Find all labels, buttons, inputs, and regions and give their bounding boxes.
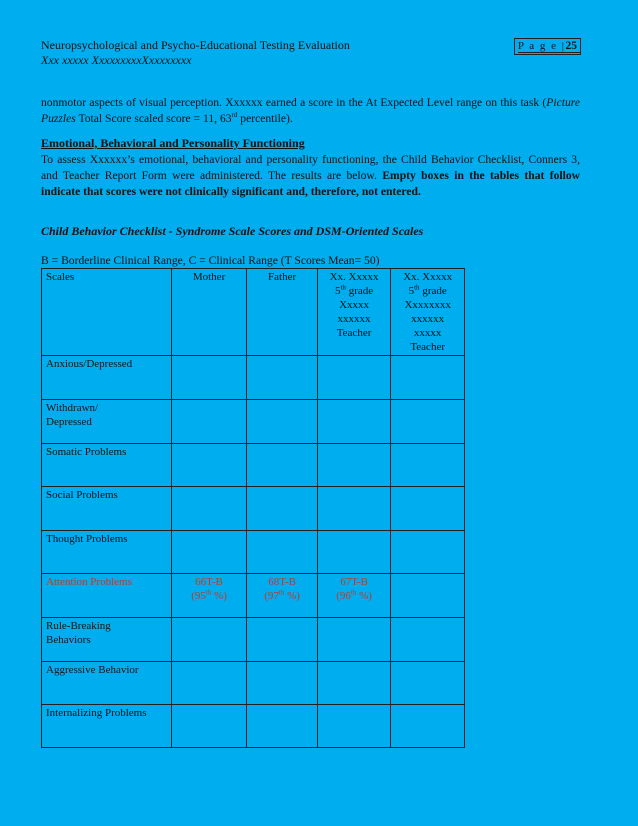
cell (247, 618, 317, 662)
t2-line2 (395, 284, 460, 298)
scale-anxious-depressed: Anxious/Depressed (42, 356, 172, 400)
mother-pct-num: (95 (191, 590, 206, 602)
t2-line1: Xx. Xxxxx (403, 271, 453, 283)
cell (171, 400, 247, 444)
intro-text-b: Total Score scaled score = 11, 63 (75, 112, 232, 125)
table-row (42, 400, 465, 444)
table-row (42, 705, 465, 748)
cell (391, 444, 465, 487)
scale-thought-problems: Thought Problems (42, 531, 172, 574)
t2-line5: xxxxx (413, 327, 442, 339)
mother-pct-end: %) (211, 590, 227, 602)
table-title: Child Behavior Checklist - Syndrome Scale Scores and DSM-Oriented Scales (41, 224, 424, 238)
header-mother: Mother (171, 269, 247, 356)
cell (247, 444, 317, 487)
father-pct-num: (97 (264, 590, 279, 602)
table-row (42, 574, 465, 618)
t2-grade-num: 5 (408, 285, 415, 297)
cell (317, 400, 391, 444)
cell (247, 662, 317, 705)
cell (317, 618, 391, 662)
header-teacher-1 (317, 269, 391, 356)
cell (391, 574, 465, 618)
header-scales: Scales (42, 269, 172, 356)
scale-social-problems: Social Problems (42, 487, 172, 531)
table-row (42, 531, 465, 574)
teacher1-pct-num: (96 (336, 590, 351, 602)
scale-withdrawn-depressed (42, 400, 172, 444)
t1-line4: xxxxxx (337, 313, 371, 325)
teacher1-pct-sup: th (350, 588, 357, 597)
t2-grade-sup: th (414, 283, 420, 292)
report-subtitle: Xxx xxxxx XxxxxxxxxXxxxxxxxx (41, 53, 192, 67)
section-bold-note: Empty boxes in the tables that follow indicate that scores were not clinically significant and, therefore, not entered. (41, 169, 580, 198)
cell (171, 487, 247, 531)
page-number: 25 (565, 40, 577, 52)
intro-paragraph (41, 95, 580, 127)
scale-line1: Withdrawn/ (46, 402, 99, 414)
teacher1-pct-end: %) (356, 590, 372, 602)
table-row (42, 356, 465, 400)
t1-grade-sup: th (340, 283, 346, 292)
cell (391, 531, 465, 574)
cell (247, 487, 317, 531)
scale-line1: Rule-Breaking (46, 620, 111, 632)
father-percentile (251, 589, 312, 603)
mother-score: 66T-B (195, 576, 223, 588)
page-separator: | (561, 40, 566, 52)
cell (171, 444, 247, 487)
table-row (42, 662, 465, 705)
t1-line5: Teacher (336, 327, 372, 339)
scale-line2: Behaviors (46, 634, 91, 646)
intro-test-name: Picture Puzzles (41, 96, 580, 125)
scale-aggressive-behavior: Aggressive Behavior (42, 662, 172, 705)
cell (317, 662, 391, 705)
cell (171, 705, 247, 748)
father-pct-end: %) (284, 590, 300, 602)
scale-line2: Depressed (46, 416, 92, 428)
father-score: 68T-B (268, 576, 296, 588)
intro-text-a: nonmotor aspects of visual perception. Xxxxxx earned a score in the At Expected Level range on this task ( (41, 96, 547, 109)
cell (171, 531, 247, 574)
section-title: Emotional, Behavioral and Personality Functioning (41, 136, 305, 150)
teacher1-score: 67T-B (340, 576, 368, 588)
cell (391, 618, 465, 662)
table-row (42, 444, 465, 487)
t2-line3: Xxxxxxxx (404, 299, 451, 311)
section-paragraph (41, 152, 580, 200)
cell (171, 356, 247, 400)
teacher1-percentile (322, 589, 387, 603)
cell (247, 400, 317, 444)
table-header-row (42, 269, 465, 356)
cell (317, 444, 391, 487)
scale-attention-problems: Attention Problems (42, 574, 172, 618)
scale-somatic-problems: Somatic Problems (42, 444, 172, 487)
cell (391, 356, 465, 400)
table-legend: B = Borderline Clinical Range, C = Clinical Range (T Scores Mean= 50) (41, 254, 380, 267)
table-row (42, 487, 465, 531)
cell (317, 705, 391, 748)
page-label: P a g e (517, 40, 558, 52)
header-rule (518, 52, 581, 53)
cell (317, 531, 391, 574)
section-text: To assess Xxxxxx’s emotional, behavioral and personality functioning, the Child Behavior Checklist, Conners 3, and Teacher Report Form were administered. The results are below. (41, 153, 580, 182)
father-score-cell (247, 574, 317, 618)
t1-line2 (322, 284, 387, 298)
cell (317, 487, 391, 531)
cell (391, 400, 465, 444)
header-father: Father (247, 269, 317, 356)
cell (391, 487, 465, 531)
mother-score-cell (171, 574, 247, 618)
father-pct-sup: th (278, 588, 285, 597)
cell (171, 618, 247, 662)
mother-percentile (176, 589, 243, 603)
t2-grade-word: grade (419, 285, 447, 297)
table-row (42, 618, 465, 662)
cell (391, 705, 465, 748)
scale-internalizing-problems: Internalizing Problems (42, 705, 172, 748)
t1-grade-word: grade (345, 285, 374, 297)
cell (317, 356, 391, 400)
intro-sup: rd (231, 111, 238, 120)
page-header (41, 38, 581, 68)
report-title: Neuropsychological and Psycho-Educational Testing Evaluation (41, 38, 350, 52)
t2-line4: xxxxxx (411, 313, 445, 325)
cell (391, 662, 465, 705)
t1-grade-num: 5 (334, 285, 341, 297)
t2-line6: Teacher (410, 341, 445, 353)
mother-pct-sup: th (205, 588, 212, 597)
cell (247, 705, 317, 748)
t1-line3: Xxxxx (339, 299, 370, 311)
scale-rule-breaking (42, 618, 172, 662)
intro-text-c: percentile). (237, 112, 293, 125)
teacher1-score-cell (317, 574, 391, 618)
header-teacher-2 (391, 269, 465, 356)
cell (247, 531, 317, 574)
cbcl-table (41, 268, 465, 748)
cell (171, 662, 247, 705)
cell (247, 356, 317, 400)
t1-line1: Xx. Xxxxx (329, 271, 379, 283)
